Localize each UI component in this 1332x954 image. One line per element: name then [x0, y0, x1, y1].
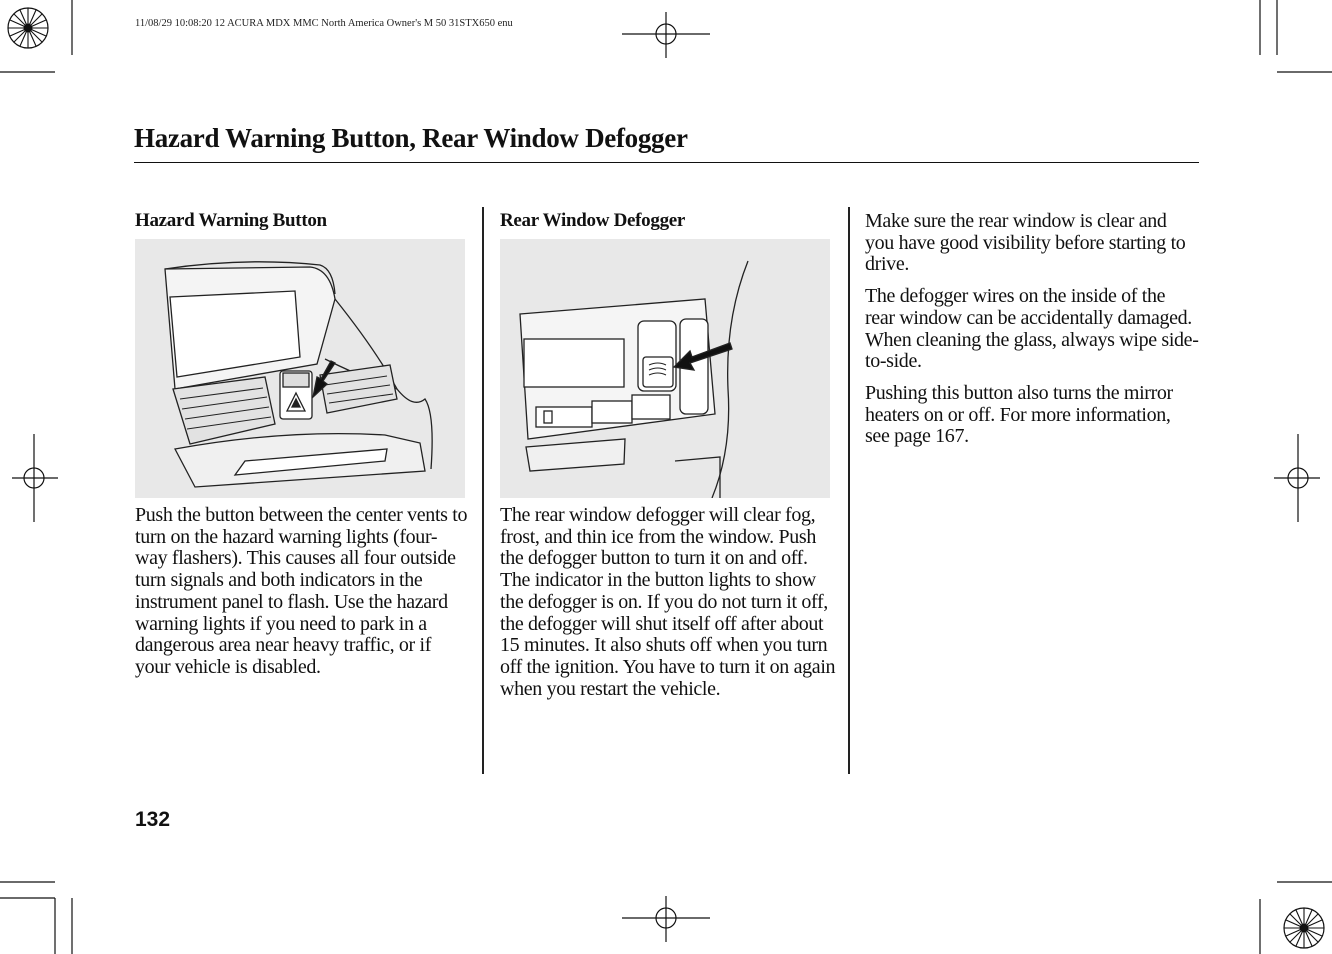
- registration-mark-top-left: [0, 0, 80, 80]
- notes-column: [865, 211, 1199, 458]
- defogger-dashboard-icon: [500, 239, 830, 498]
- hazard-figure: [135, 239, 465, 498]
- column-divider-2: [848, 207, 850, 774]
- registration-crosshair-left: [12, 434, 58, 522]
- defogger-paragraph: The rear window defogger will clear fog, frost, and thin ice from the window. Push the defogger button to turn it on and off. The indicator in the button lights to show the defogger is on. If you do not turn it off, the defogger will shut itself off after about 15 minutes. It also shuts off when you turn off the ignition. You have to turn it on again when you restart the vehicle.: [500, 504, 836, 700]
- column-divider-1: [482, 207, 484, 774]
- print-header: 11/08/29 10:08:20 12 ACURA MDX MMC North America Owner's M 50 31STX650 enu: [135, 18, 513, 29]
- note-paragraph-visibility: Make sure the rear window is clear and you have good visibility before starting to drive.: [865, 210, 1186, 276]
- registration-crosshair-right: [1274, 434, 1320, 522]
- hazard-paragraph: Push the button between the center vents to turn on the hazard warning lights (four-way flashers). This causes all four outside turn signals and both indicators in the instrument panel to flash. Use the hazard warning lights if you need to park in a dangerous area near heavy traffic, or if your vehicle is disabled.: [135, 504, 468, 678]
- crop-mark-top-right: [1250, 0, 1332, 80]
- hazard-dashboard-icon: [135, 239, 465, 498]
- defogger-heading: Rear Window Defogger: [500, 210, 686, 231]
- note-paragraph-wires: The defogger wires on the inside of the rear window can be accidentally damaged. When cleaning the glass, always wipe side-to-side.: [865, 285, 1199, 373]
- note-paragraph-mirror-heaters: Pushing this button also turns the mirror heaters on or off. For more information, see page 167.: [865, 381, 1173, 448]
- registration-crosshair-top: [622, 12, 710, 58]
- page-number: 132: [135, 808, 171, 831]
- title-rule: [134, 162, 1199, 163]
- hazard-heading: Hazard Warning Button: [135, 210, 327, 231]
- page-title: Hazard Warning Button, Rear Window Defogger: [134, 123, 688, 153]
- registration-mark-bottom-right: [1252, 874, 1332, 954]
- registration-crosshair-bottom: [622, 896, 710, 942]
- crop-mark-bottom-left: [0, 874, 80, 954]
- defogger-figure: [500, 239, 830, 498]
